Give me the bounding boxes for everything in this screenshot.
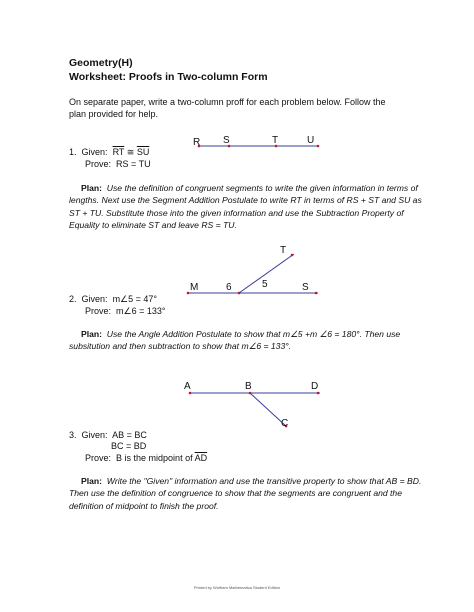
problem1-number: 1. [69, 147, 77, 157]
footer-note: Printed by Wolfram Mathematica Student Edition [193, 585, 281, 590]
point-u [317, 145, 320, 148]
problem3-prove-label: Prove: [85, 453, 112, 463]
point-m [187, 292, 190, 295]
problem1-prove-statement: RS = TU [116, 159, 151, 169]
problem1-given-label: Given: [81, 147, 108, 157]
label-angle-5: 5 [262, 279, 268, 290]
point-d [317, 392, 320, 395]
problem2-prove-statement: m∠6 = 133° [116, 306, 166, 316]
problem1-plan-label: Plan: [81, 183, 103, 193]
problem2-given-statement: m∠5 = 47° [112, 294, 157, 304]
label-c: C [281, 418, 289, 429]
problem2-number: 2. [69, 294, 77, 304]
label-u: U [307, 135, 315, 146]
label-b: B [245, 381, 252, 392]
point-b [249, 392, 252, 395]
problem1-seg-rt: $\overline{RT}$ [112, 147, 125, 157]
point-a [189, 392, 192, 395]
figure1-segment [193, 135, 319, 148]
label-t2: T [280, 245, 287, 256]
problem3-prove-prefix: B is the midpoint of [116, 453, 193, 463]
problem3-given-statement-2: BC = BD [111, 441, 147, 451]
label-s2: S [302, 282, 309, 293]
problem3-plan-text: Write the "Given" information and use the transitive property to show that AB = BD. Then use the definition of congruence to show that the segments are congruent and the definition of midpoint to finish the proof. [69, 476, 422, 511]
problem3-given-statement-1: AB = BC [112, 430, 147, 440]
label-s: S [223, 135, 230, 146]
problem2-given-label: Given: [81, 294, 108, 304]
figure2-angles [187, 245, 318, 294]
point-t2 [291, 254, 294, 257]
problem1-plan-text: Use the definition of congruent segments to write the given information in terms of lengths. Next use the Segment Addition Postulate to write RT in terms of RS + ST and SU as ST + TU. Substitute those into the given information and use the Subtraction Property of Equality to eliminate ST and leave RS = TU. [69, 183, 422, 230]
label-m: M [190, 282, 199, 293]
problem1-prove-label: Prove: [85, 159, 112, 169]
label-angle-6: 6 [226, 282, 232, 293]
label-t: T [272, 135, 279, 146]
worksheet-title: Worksheet: Proofs in Two-column Form [69, 71, 268, 83]
congruent-symbol: ≅ [126, 147, 135, 157]
problem3-given-label: Given: [81, 430, 108, 440]
problem2-prove-label: Prove: [85, 306, 112, 316]
point-vertex [238, 292, 241, 295]
label-a: A [184, 381, 191, 392]
problem3-seg-ad: $\overline{AD}$ [194, 453, 208, 463]
label-r: R [193, 137, 201, 148]
instructions: On separate paper, write a two-column proff for each problem below. Follow the plan provided for help. [69, 97, 386, 119]
label-d: D [311, 381, 319, 392]
problem1-seg-su: $\overline{SU}$ [136, 147, 150, 157]
point-s2 [315, 292, 318, 295]
problem2-plan-label: Plan: [81, 329, 103, 339]
figure3-midpoint [184, 381, 320, 429]
problem2-plan-text: Use the Angle Addition Postulate to show that m∠5 +m ∠6 = 180°. Then use subsitution and then subtraction to show that m∠6 = 133°. [69, 329, 401, 352]
problem3-number: 3. [69, 430, 77, 440]
problem3-plan-label: Plan: [81, 476, 103, 486]
course-title: Geometry(H) [69, 57, 133, 69]
